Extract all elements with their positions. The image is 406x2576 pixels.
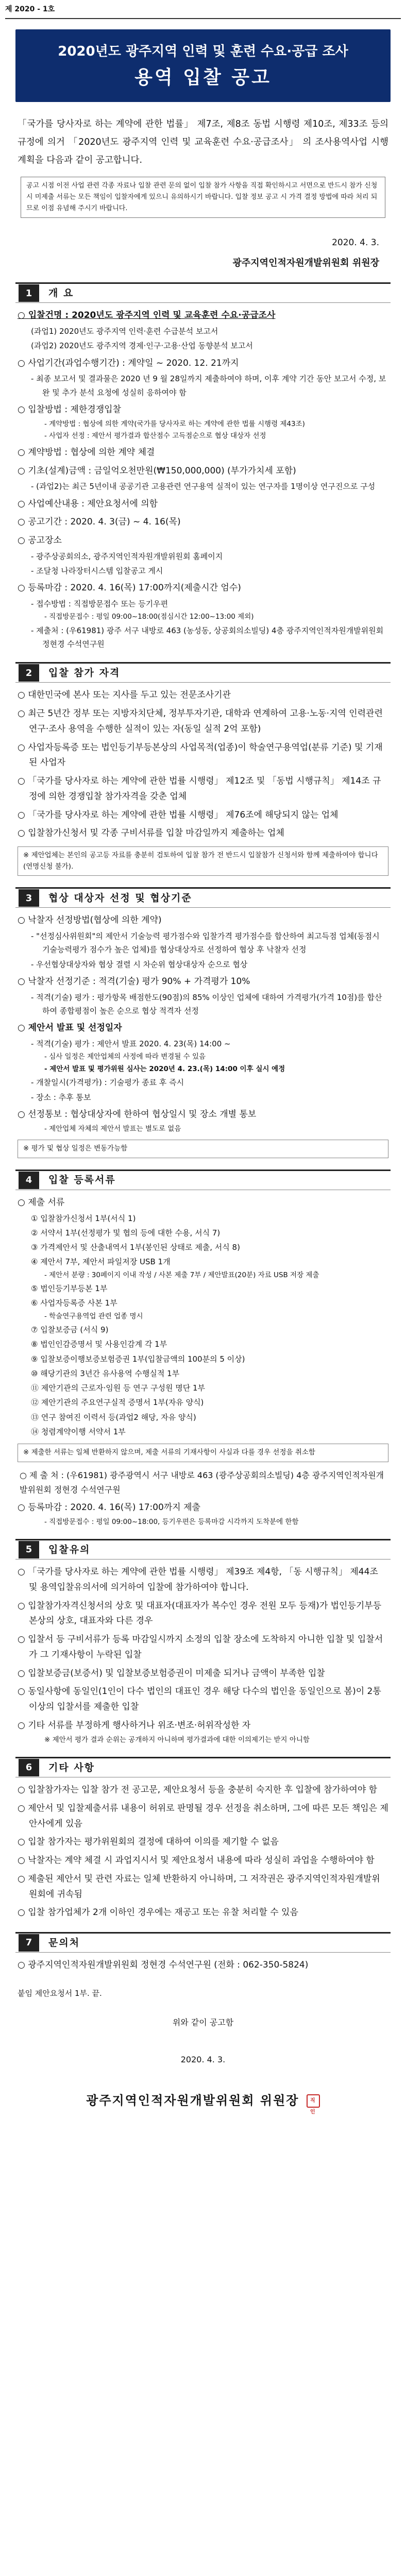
caution-box: ※ 제출한 서류는 일체 반환하지 않으며, 제출 서류의 기재사항이 사실과 다를 경우 선정을 취소함: [18, 1444, 388, 1462]
caution-box: ※ 평가 및 협상 일정은 변동가능함: [18, 1140, 388, 1158]
official-seal-icon: 직인: [307, 2094, 320, 2108]
list-item: ① 입찰참가신청서 1부(서식 1): [31, 1213, 136, 1223]
list-item: ○ 낙찰자 선정방법(협상에 의한 계약): [18, 915, 162, 926]
list-item: ○ 제출 서류: [18, 1197, 65, 1208]
list-item: ③ 가격제안서 및 산출내역서 1부(봉인된 상태로 제출, 서식 8): [31, 1243, 240, 1252]
attachment-note: 붙임 제안요청서 1부. 끝.: [18, 1988, 102, 1998]
list-item: ○ 입찰참가신청서 및 각종 구비서류를 입찰 마감일까지 제출하는 업체: [18, 828, 284, 839]
list-item: ⑧ 법인인감증명서 및 사용인감계 각 1부: [31, 1340, 167, 1349]
list-item: ○ 낙찰자는 계약 체결 시 과업지시서 및 제안요청서 내용에 따라 성실히 과업을 수행하여야 함: [18, 1855, 375, 1866]
list-item: ⑫ 제안기관의 주요연구실적 증명서 1부(자유 양식): [31, 1398, 204, 1408]
intro-paragraph: 「국가를 당사자로 하는 계약에 관한 법률」 제7조, 제8조 동법 시행령 제10조, 제33조 등의 규정에 의거 「2020년도 광주지역 인력 및 교육훈련 수요·공급조사」 의 조사용역사업 시행 계획을 다음과 같이 공고합니다.: [18, 118, 388, 165]
list-item: ○ 제안서 및 입찰제출서류 내용이 허위로 판명될 경우 선정을 취소하며, 그에 따른 모든 책임은 제안사에게 있음: [18, 1803, 388, 1829]
issuer-name: 광주지역인적자원개발위원회 위원장: [232, 257, 379, 268]
list-note: - 직접방문접수 : 평일 09:00~18:00(점심시간 12:00~13:00 제외): [44, 613, 254, 621]
list-item: ○ 「국가를 당사자로 하는 계약에 관한 법률 시행령」 제39조 제4항, 「동 시행규칙」 제44조 및 용역입찰유의서에 의거하여 입찰에 참가하여야 합니다.: [18, 1567, 378, 1592]
section-body-selection: [18, 913, 388, 1158]
list-item: ○ 입찰서 등 구비서류가 등록 마감일시까지 소정의 입찰 장소에 도착하지 아니한 입찰 및 입찰서가 그 기재사항이 누락된 입찰: [18, 1634, 383, 1660]
list-item: ○ 공고장소: [18, 535, 62, 546]
list-item: ⑩ 해당기관의 3년간 유사용역 수행실적 1부: [31, 1368, 180, 1378]
list-item: ○ 등록마감 : 2020. 4. 16(목) 17:00까지 제출: [18, 1502, 200, 1513]
list-item: ○ 등록마감 : 2020. 4. 16(목) 17:00까지(제출시간 엄수): [18, 583, 241, 594]
list-item: ○ 선정통보 : 협상대상자에 한하여 협상일시 및 장소 개별 통보: [18, 1109, 257, 1120]
section-title: 개 요: [48, 287, 74, 299]
section-header-selection: [15, 887, 391, 908]
list-item: ○ 입찰 참가업체가 2개 이하인 경우에는 재공고 또는 유찰 처리할 수 있음: [18, 1907, 298, 1918]
list-item: - 최종 보고서 및 결과물은 2020 년 9 월 28일까지 제출하여야 하며, 이후 계약 기간 동안 보고서 수정, 보완 및 추가 분석 요청에 성실히 응하여야 함: [31, 374, 386, 397]
section-header-eligibility: [15, 662, 391, 683]
list-item: ○ 사업예산내용 : 제안요청서에 의함: [18, 498, 158, 509]
section-title: 기타 사항: [48, 1761, 95, 1773]
section-header-caution: [15, 1539, 391, 1560]
closing-issuer-name: 광주지역인적자원개발위원회 위원장: [86, 2093, 299, 2108]
closing-statement: 위와 같이 공고함: [172, 2018, 234, 2028]
list-item: ○ 낙찰자 선정기준 : 적격(기술) 평가 90% + 가격평가 10%: [18, 976, 250, 987]
announcement-date: 2020. 4. 3.: [332, 238, 379, 248]
list-item: ⑨ 입찰보증이행보증보험증권 1부(입찰금액의 100분의 5 이상): [31, 1354, 245, 1364]
list-item: ○ 광주지역인적자원개발위원회 정현경 수석연구원 (전화 : 062-350-5824): [18, 1960, 309, 1971]
list-item: ⑭ 청렴계약이행 서약서 1부: [31, 1427, 126, 1436]
list-item: ○ 입찰 참가자는 평가위원회의 결정에 대하여 이의를 제기할 수 없음: [18, 1837, 279, 1848]
section-title: 협상 대상자 선정 및 협상기준: [48, 892, 192, 904]
title-line-2: 용역 입찰 공고: [134, 66, 272, 88]
closing-issuer: [0, 2090, 406, 2115]
list-item: - 제출처 : (우61981) 광주 서구 내방로 463 (농성동, 상공회의소빌딩) 4층 광주지역인적자원개발위원회 정현경 수석연구원: [31, 625, 384, 649]
list-item: - 우선협상대상자와 협상 결렬 시 차순위 협상대상자 순으로 협상: [31, 959, 248, 969]
list-item: ⑪ 제안기관의 근로자·임원 등 연구 구성원 명단 1부: [31, 1383, 205, 1393]
list-item: - "선정심사위원회"의 제안서 기술능력 평가점수와 입찰가격 평가점수를 합산하여 최고득점 업체(동점시 기술능력평가 점수가 높은 업체)를 협상대상자로 선정하여 협상 후 낙찰자 선정: [31, 931, 380, 955]
section-title: 문의처: [48, 1937, 80, 1948]
section-body-misc: [18, 1783, 388, 1921]
list-item: ○ 입찰방법 : 제한경쟁입찰: [18, 404, 121, 415]
list-item: ② 서약서 1부(선정평가 및 협의 등에 대한 수용, 서식 7): [31, 1228, 221, 1238]
list-item: ④ 제안서 7부, 제안서 파일저장 USB 1개: [31, 1257, 171, 1267]
list-note: - 제안서 발표 및 평가위원 심사는 2020년 4. 23.(목) 14:00 이후 실시 예정: [44, 1064, 285, 1073]
list-note: - 제안업체 자체의 제안서 발표는 별도로 없음: [44, 1124, 181, 1133]
section-body-documents: [18, 1195, 388, 1528]
section-number: 3: [19, 889, 39, 907]
section-number: 6: [19, 1759, 39, 1776]
caution-box: ※ 제안업체는 본인의 공고등 자료를 충분히 검토하여 입찰 참가 전 반드시 입찰참가 신청서와 함께 제출하여야 합니다(연명신청 불가).: [18, 846, 388, 876]
list-item: ⑦ 입찰보증금 (서식 9): [31, 1325, 109, 1335]
document-number: 제 2020 - 1호: [5, 5, 55, 13]
section-title: 입찰 참가 자격: [48, 667, 121, 679]
list-item: (과업2) 2020년도 광주지역 경제·인구·고용·산업 동향분석 보고서: [31, 341, 253, 351]
list-item: ○ 기초(설계)금액 : 금일억오천만원(₩150,000,000) (부가가치세 포함): [18, 465, 296, 476]
section-body-overview: [18, 308, 388, 651]
section-header-contact: [15, 1932, 391, 1953]
section-number: 4: [19, 1172, 39, 1189]
section-body-eligibility: [18, 688, 388, 876]
list-item: ○ 제출된 제안서 및 관련 자료는 일체 반환하지 아니하며, 그 저작권은 광주지역인적자원개발위원회에 귀속됨: [18, 1873, 380, 1900]
closing-date: 2020. 4. 3.: [180, 2055, 226, 2065]
list-item: ⑥ 사업자등록증 사본 1부: [31, 1298, 117, 1308]
list-item: ⑤ 법인등기부등본 1부: [31, 1284, 108, 1294]
list-item: - 접수방법 : 직접방문접수 또는 등기우편: [31, 599, 168, 609]
list-item: - 광주상공회의소, 광주지역인적자원개발위원회 홈페이지: [31, 551, 223, 561]
section-body-contact: [18, 1958, 388, 1973]
submission-contact: ○ 제 출 처 : (우61981) 광주광역시 서구 내방로 463 (광주상공회의소빌딩) 4층 광주지역인적자원개발위원회 정현경 수석연구원: [20, 1470, 384, 1495]
list-item: ○ 기타 서류를 부정하게 행사하거나 위조·변조·허위작성한 자: [18, 1720, 251, 1731]
list-note: - 계약방법 : 협상에 의한 계약(국가를 당사자로 하는 계약에 관한 법률 시행령 제43조): [44, 419, 305, 428]
list-item: ○ 입찰보증금(보증서) 및 입찰보증보험증권이 미제출 되거나 금액이 부족한 입찰: [18, 1668, 325, 1679]
list-note: - 학술연구용역업 관련 업종 명시: [44, 1312, 143, 1320]
section-header-overview: [15, 282, 391, 303]
list-note: - 사업자 선정 : 제안서 평가결과 합산점수 고득점순으로 협상 대상자 선정: [44, 432, 266, 440]
header-divider: [5, 18, 401, 19]
title-banner: [15, 29, 391, 102]
section-number: 7: [19, 1934, 39, 1952]
list-item: ○ 입찰참가자격신청서의 상호 및 대표자(대표자가 복수인 경우 전원 모두 등재)가 법인등기부등본상의 상호, 대표자와 다른 경우: [18, 1600, 382, 1626]
section-number: 1: [19, 284, 39, 302]
list-item: ○ 제안서 발표 및 선정일자: [18, 1023, 122, 1033]
list-item: ○ 사업자등록증 또는 법인등기부등본상의 사업목적(업종)이 학술연구용역업(분류 기준) 및 기재된 사업자: [18, 742, 383, 768]
list-item: - 개찰일시(가격평가) : 기술평가 종료 후 즉시: [31, 1078, 184, 1088]
list-item: ○ 최근 5년간 정부 또는 지방자치단체, 정부투자기관, 대학과 연계하여 고용·노동·지역 인력관련 연구·조사 용역을 수행한 실적이 있는 자(동일 실적 2억 포함): [18, 708, 383, 734]
list-note: ※ 제안서 평가 결과 순위는 공개하지 아니하며 평가결과에 대한 이의제기는 받지 아니함: [44, 1735, 310, 1744]
section-number: 2: [19, 664, 39, 682]
title-line-1: 2020년도 광주지역 인력 및 훈련 수요·공급 조사: [58, 43, 348, 59]
list-item: ○ 입찰건명 : 2020년도 광주지역 인력 및 교육훈련 수요·공급조사: [18, 310, 276, 321]
list-item: ○ 대한민국에 본사 또는 지사를 두고 있는 전문조사기관: [18, 690, 231, 701]
list-item: ○ 「국가를 당사자로 하는 계약에 관한 법률 시행령」 제76조에 해당되지 않는 업체: [18, 809, 339, 820]
list-item: ○ 계약방법 : 협상에 의한 계약 체결: [18, 447, 155, 457]
section-body-caution: [18, 1565, 388, 1745]
list-item: ○ 입찰참가자는 입찰 참가 전 공고문, 제안요청서 등을 충분히 숙지한 후 입찰에 참가하여야 함: [18, 1785, 378, 1795]
list-item: ⑬ 연구 참여진 이력서 등(과업2 해당, 자유 양식): [31, 1412, 196, 1422]
list-item: ○ 공고기간 : 2020. 4. 3(금) ~ 4. 16(목): [18, 517, 181, 528]
list-item: ○ 사업기간(과업수행기간) : 계약일 ~ 2020. 12. 21까지: [18, 358, 239, 368]
list-item: (과업1) 2020년도 광주지역 인력·훈련 수급분석 보고서: [31, 327, 218, 336]
section-title: 입찰 등록서류: [48, 1174, 116, 1186]
list-note: - 제안서 분량 : 30페이지 이내 작성 / 사본 제출 7부 / 제안발표(20분) 자료 USB 저장 제출: [44, 1270, 319, 1279]
list-item: - (과업2)는 최근 5년이내 공공기관 고용관련 연구용역 실적이 있는 연구자를 1명이상 연구진으로 구성: [31, 482, 376, 492]
notice-box: 공고 시점 이전 사업 관련 각종 자료나 입찰 관련 문의 없이 입찰 참가 사항을 직접 확인하시고 서면으로 반드시 참가 신청 시 미제출 서류는 모든 책임이 입찰자에게 있으니 유의하시기 바랍니다. 입찰 정보 공고 시 가격 결정 방법에 따라 처리 되므로 이점 유념해 주시기 바랍니다.: [21, 177, 385, 218]
section-number: 5: [19, 1541, 39, 1558]
section-header-misc: [15, 1757, 391, 1777]
list-note: - 심사 일정은 제안업체의 사정에 따라 변경될 수 있음: [44, 1053, 206, 1061]
section-title: 입찰유의: [48, 1544, 91, 1555]
list-item: ○ 동일사항에 동일인(1인이 다수 법인의 대표인 경우 해당 다수의 법인을 동일인으로 봄)이 2통 이상의 입찰서를 제출한 입찰: [18, 1686, 381, 1713]
list-item: - 조달청 나라장터시스템 입찰공고 게시: [31, 566, 163, 576]
list-item: - 장소 : 추후 통보: [31, 1092, 91, 1102]
list-note: - 직접방문접수 : 평일 09:00~18:00, 등기우편은 등록마감 시각까지 도착분에 한함: [44, 1517, 299, 1526]
list-item: ○ 「국가를 당사자로 하는 계약에 관한 법률 시행령」 제12조 및 「동법 시행규칙」 제14조 규정에 의한 경쟁입찰 참가자격을 갖춘 업체: [18, 776, 381, 802]
list-item: - 적격(기술) 평가 : 평가항목 배점한도(90점)의 85% 이상인 업체에 대하여 가격평가(가격 10점)를 합산하여 종합평점이 높은 순으로 협상 적격자 선정: [31, 992, 382, 1015]
section-header-documents: [15, 1170, 391, 1190]
list-item: - 적격(기술) 평가 : 제안서 발표 2020. 4. 23(목) 14:00 ~: [31, 1039, 231, 1048]
